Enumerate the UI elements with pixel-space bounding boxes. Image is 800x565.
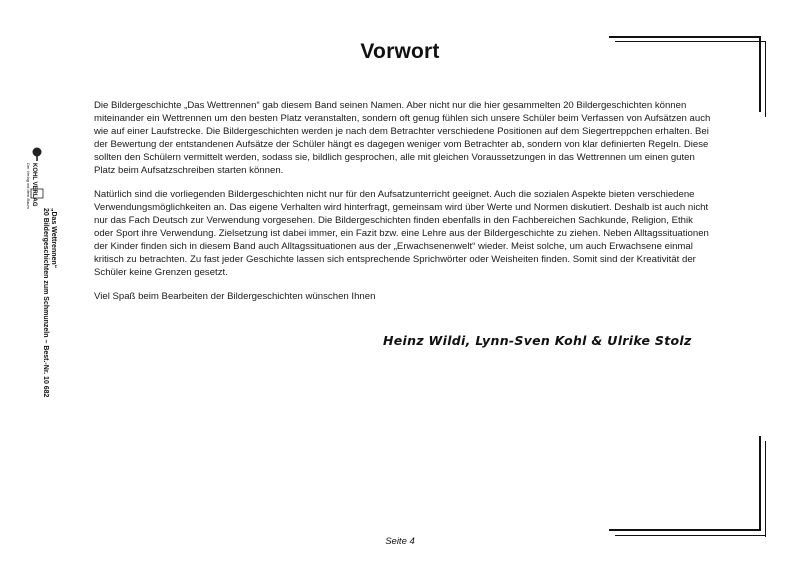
page-number: Seite 4 [385, 536, 415, 547]
publisher-tagline: Der Verlag mit dem Baum [26, 163, 31, 209]
paragraph-1: Die Bildergeschichte „Das Wettrennen“ gab diesem Band seinen Namen. Aber nicht nur die hier gesammelten 20 Bildergeschichten können miteinander ein Wettrennen um den besten Platz veranstalten, sondern oft genug fühlen sich unsere Schüler beim Verfassen von Aufsätzen auch wie auf einer Laufstrecke. Die Bildergeschichten werden je nach dem Betrachter verschiedene Positionen auf dem Siegertreppchen erhalten. Bei der Bewertung der entstandenen Aufsätze der Schüler hängt es dagegen weniger vom Betrachter ab, sondern von klar definierten Regeln. Diese sollten den Schülern vermittelt werden, sodass sie, bildlich gesprochen, alle mit gleichen Voraussetzungen in das Wettrennen um einen guten Platz beim Aufsatzschreiben starten können. [94, 100, 711, 176]
paragraph-2: Natürlich sind die vorliegenden Bildergeschichten nicht nur für den Aufsatzunterricht geeignet. Auch die sozialen Aspekte bieten verschiedene Verwendungsmöglichkeiten an. Das eigene Verhalten wird hinterfragt, gemeinsam wird über Werte und Normen diskutiert. Deshalb ist auch nicht nur das Fach Deutsch zur Verwendung vorgesehen. Die Bildergeschichten finden ebenfalls in den Fachbereichen Sachkunde, Religion, Ethik oder Sport ihre Verwendung. Zielsetzung ist dabei immer, ein Fazit bzw. eine Lehre aus der Bildergeschichte zu ziehen. Neben Alltagssituationen der Kinder finden sich in diesem Band auch Alltagssituationen aus der „Erwachsenenwelt“ wieder. Meist solche, um auch Erwachsene einmal kritisch zu betrachten. Zu fast jeder Geschichte lassen sich entsprechende Sprichwörter oder Weisheiten finden. Somit sind der Kreativität der Schüler keine Grenzen gesetzt. [94, 189, 709, 278]
body-text [94, 99, 714, 314]
paragraph-3: Viel Spaß beim Bearbeiten der Bildergeschichten wünschen Ihnen [94, 291, 376, 302]
publisher-logo-text: KOHL VERLAG [31, 163, 37, 207]
authors-signature: Heinz Wildi, Lynn-Sven Kohl & Ulrike Stolz [383, 333, 692, 348]
page-title: Vorwort [360, 40, 440, 63]
publisher-sidebar [26, 147, 60, 407]
book-title: „Das Wettrennen“ [50, 208, 57, 269]
book-subtitle: 20 Bildergeschichten zum Schmunzeln – Best.-Nr. 10 682 [42, 208, 49, 398]
